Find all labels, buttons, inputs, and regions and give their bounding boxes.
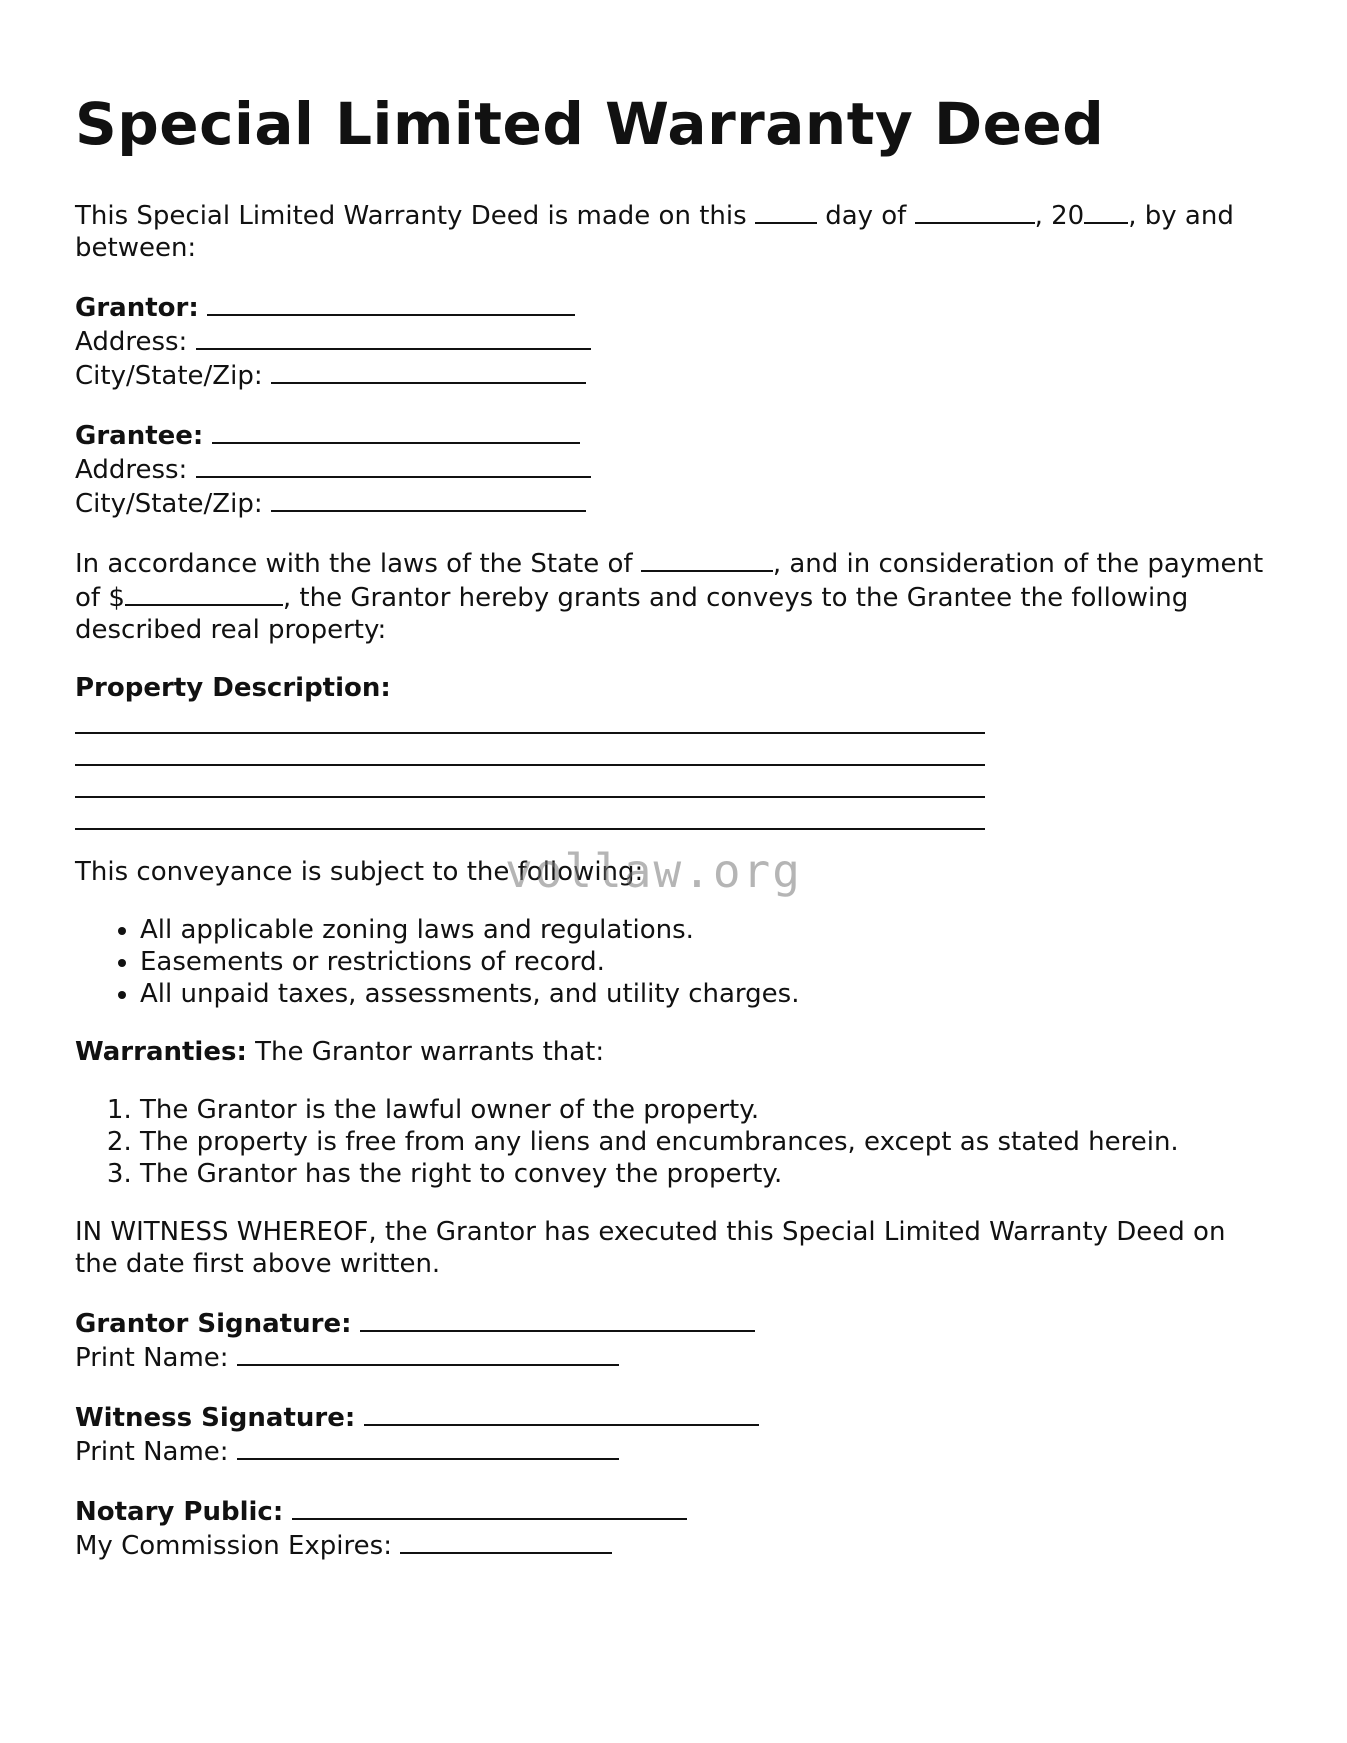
commission-label: My Commission Expires: [75, 1531, 392, 1561]
year-blank[interactable] [1084, 198, 1128, 224]
payment-blank[interactable] [125, 580, 283, 606]
subject-list [75, 914, 1275, 1010]
warranty-item-3: 3. The Grantor has the right to convey the property. [140, 1158, 1275, 1190]
document-page [75, 88, 1275, 1588]
property-line-1[interactable] [75, 704, 985, 734]
grantor-print-label: Print Name: [75, 1343, 229, 1373]
state-blank[interactable] [641, 546, 773, 572]
warranties-intro-text: The Grantor warrants that: [246, 1037, 605, 1067]
grantor-signature-section [75, 1306, 1275, 1374]
watermark: vollaw.org [505, 844, 802, 898]
grantee-city-field[interactable] [271, 486, 586, 512]
property-description-lines [75, 704, 1275, 830]
month-blank[interactable] [915, 198, 1035, 224]
consideration-text-2: , and in consideration of the payment of $ [75, 549, 1264, 613]
grantor-signature-label: Grantor Signature: [75, 1309, 352, 1339]
grantor-address-field[interactable] [196, 324, 591, 350]
property-label: Property Description: [75, 673, 391, 703]
grantor-label: Grantor: [75, 293, 199, 323]
grantor-city-label: City/State/Zip: [75, 361, 263, 391]
subject-item-1: • All applicable zoning laws and regulations. [140, 914, 1275, 946]
witness-signature-field[interactable] [364, 1400, 759, 1426]
grantor-name-field[interactable] [207, 290, 575, 316]
subject-intro: This conveyance is subject to the following: [75, 857, 644, 887]
grantee-address-label: Address: [75, 455, 188, 485]
warranties-list [75, 1094, 1275, 1190]
grantee-label: Grantee: [75, 421, 204, 451]
witness-print-label: Print Name: [75, 1437, 229, 1467]
property-line-2[interactable] [75, 736, 985, 766]
warranty-item-1: 1. The Grantor is the lawful owner of the property. [140, 1094, 1275, 1126]
witness-clause: IN WITNESS WHEREOF, the Grantor has executed this Special Limited Warranty Deed on the date first above written. [75, 1217, 1226, 1279]
witness-signature-label: Witness Signature: [75, 1403, 356, 1433]
intro-text-3: , 20 [1034, 201, 1085, 231]
commission-field[interactable] [400, 1528, 612, 1554]
grantor-signature-field[interactable] [360, 1306, 755, 1332]
property-line-4[interactable] [75, 800, 985, 830]
warranty-item-2: 2. The property is free from any liens and encumbrances, except as stated herein. [140, 1126, 1275, 1158]
grantee-section [75, 418, 1275, 520]
subject-item-2: • Easements or restrictions of record. [140, 946, 1275, 978]
grantor-section [75, 290, 1275, 392]
property-line-3[interactable] [75, 768, 985, 798]
witness-print-field[interactable] [237, 1434, 619, 1460]
notary-section [75, 1494, 1275, 1562]
intro-text-4: , by and between: [75, 201, 1234, 263]
notary-label: Notary Public: [75, 1497, 284, 1527]
witness-signature-section [75, 1400, 1275, 1468]
warranties-label: Warranties: [75, 1037, 247, 1067]
intro-text-1: This Special Limited Warranty Deed is made on this [75, 201, 747, 231]
consideration-text-3: , the Grantor hereby grants and conveys to the Grantee the following described real property: [75, 583, 1189, 645]
grantee-address-field[interactable] [196, 452, 591, 478]
notary-field[interactable] [292, 1494, 687, 1520]
consideration-paragraph [75, 546, 1275, 646]
grantor-print-field[interactable] [237, 1340, 619, 1366]
grantee-city-label: City/State/Zip: [75, 489, 263, 519]
warranties-intro [75, 1036, 1275, 1068]
consideration-text-1: In accordance with the laws of the State of [75, 549, 633, 579]
subject-item-3: • All unpaid taxes, assessments, and utility charges. [140, 978, 1275, 1010]
intro-text-2: day of [825, 201, 907, 231]
day-blank[interactable] [755, 198, 817, 224]
property-section [75, 672, 1275, 830]
grantor-address-label: Address: [75, 327, 188, 357]
page-title: Special Limited Warranty Deed [75, 90, 1105, 158]
grantee-name-field[interactable] [212, 418, 580, 444]
grantor-city-field[interactable] [271, 358, 586, 384]
intro-paragraph [75, 198, 1275, 264]
